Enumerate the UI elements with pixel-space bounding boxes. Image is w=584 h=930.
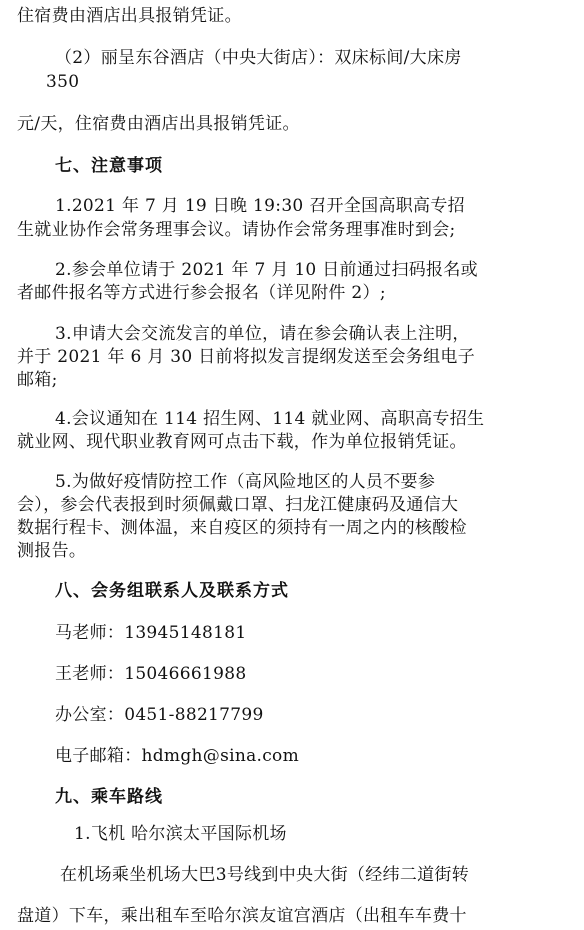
lodging-item-2-price: 350 bbox=[46, 72, 80, 92]
note-2-line-1: 2.参会单位请于 2021 年 7 月 10 日前通过扫码报名或 bbox=[55, 260, 478, 280]
contact-email: 电子邮箱：hdmgh@sina.com bbox=[55, 746, 300, 766]
note-3-line-1: 3.申请大会交流发言的单位，请在参会确认表上注明， bbox=[55, 324, 470, 344]
note-3-line-2: 并于 2021 年 6 月 30 日前将拟发言提纲发送至会务组电子 bbox=[17, 347, 476, 367]
note-1-line-1: 1.2021 年 7 月 19 日晚 19:30 召开全国高职高专招 bbox=[55, 196, 465, 216]
note-4-line-1: 4.会议通知在 114 招生网、114 就业网、高职高专招生 bbox=[55, 409, 485, 429]
contact-wang: 王老师：15046661988 bbox=[55, 664, 247, 684]
section-heading-notes: 七、注意事项 bbox=[55, 156, 163, 176]
contact-ma: 马老师：13945148181 bbox=[55, 623, 247, 643]
lodging-item-2: （2）丽呈东谷酒店（中央大街店）：双床标间/大床房 bbox=[55, 48, 462, 68]
route-item-1-line-2: 盘道）下车，乘出租车至哈尔滨友谊宫酒店（出租车车费十 bbox=[17, 906, 467, 926]
lodging-item-2-cont: 元/天，住宿费由酒店出具报销凭证。 bbox=[17, 114, 300, 134]
lodging-line: 住宿费由酒店出具报销凭证。 bbox=[17, 6, 242, 26]
note-3-line-3: 邮箱; bbox=[17, 370, 58, 390]
route-item-1-line-1: 在机场乘坐机场大巴3号线到中央大街（经纬二道街转 bbox=[60, 865, 470, 885]
note-5-line-3: 数据行程卡、测体温，来自疫区的须持有一周之内的核酸检 bbox=[17, 518, 467, 538]
section-heading-contacts: 八、会务组联系人及联系方式 bbox=[55, 581, 289, 601]
note-2-line-2: 者邮件报名等方式进行参会报名（详见附件 2）; bbox=[17, 283, 386, 303]
contact-office: 办公室：0451-88217799 bbox=[55, 705, 264, 725]
note-5-line-2: 会），参会代表报到时须佩戴口罩、扫龙江健康码及通信大 bbox=[17, 495, 459, 515]
route-item-1: 1.飞机 哈尔滨太平国际机场 bbox=[74, 824, 287, 844]
note-1-line-2: 生就业协作会常务理事会议。请协作会常务理事准时到会; bbox=[17, 220, 456, 240]
note-4-line-2: 就业网、现代职业教育网可点击下载，作为单位报销凭证。 bbox=[17, 432, 467, 452]
section-heading-route: 九、乘车路线 bbox=[55, 787, 163, 807]
note-5-line-4: 测报告。 bbox=[17, 541, 87, 561]
note-5-line-1: 5.为做好疫情防控工作（高风险地区的人员不要参 bbox=[55, 472, 436, 492]
